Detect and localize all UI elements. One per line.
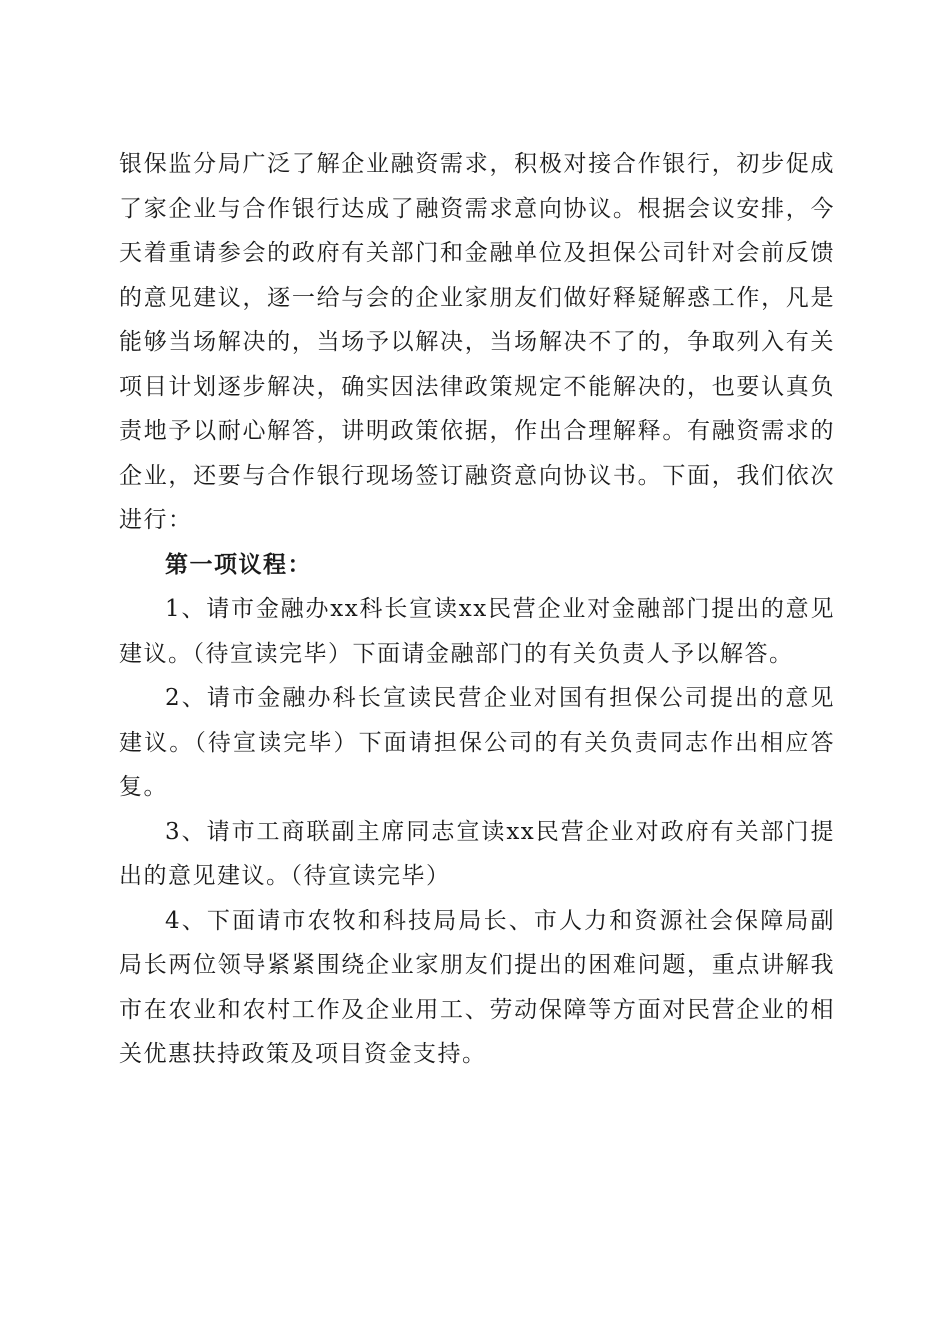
agenda-item-4: 4、下面请市农牧和科技局局长、市人力和资源社会保障局副局长两位领导紧紧围绕企业家朋友们提出的困难问题，重点讲解我市在农业和农村工作及企业用工、劳动保障等方面对民营企业的相关优惠扶持政策及项目资金支持。 xyxy=(119,907,835,1067)
agenda-item-2: 2、请市金融办科长宣读民营企业对国有担保公司提出的意见建议。（待宣读完毕）下面请担保公司的有关负责同志作出相应答复。 xyxy=(119,685,835,800)
paragraph-intro: 银保监分局广泛了解企业融资需求，积极对接合作银行，初步促成了家企业与合作银行达成了融资需求意向协议。根据会议安排，今天着重请参会的政府有关部门和金融单位及担保公司针对会前反馈的意见建议，逐一给与会的企业家朋友们做好释疑解惑工作，凡是能够当场解决的，当场予以解决，当场解决不了的，争取列入有关项目计划逐步解决，确实因法律政策规定不能解决的，也要认真负责地予以耐心解答，讲明政策依据，作出合理解释。有融资需求的企业，还要与合作银行现场签订融资意向协议书。下面，我们依次进行： xyxy=(119,151,835,533)
agenda-item-3: 3、请市工商联副主席同志宣读xx民营企业对政府有关部门提出的意见建议。（待宣读完毕） xyxy=(119,818,835,889)
agenda-item-1: 1、请市金融办xx科长宣读xx民营企业对金融部门提出的意见建议。（待宣读完毕）下面请金融部门的有关负责人予以解答。 xyxy=(119,596,835,667)
document-body xyxy=(119,142,835,1077)
agenda-heading: 第一项议程： xyxy=(165,550,312,578)
